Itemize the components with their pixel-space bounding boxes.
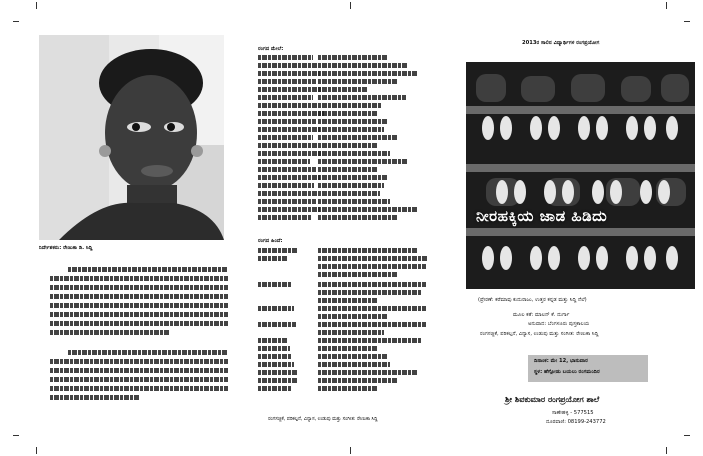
cast-roles (318, 55, 423, 225)
crop-mark (666, 2, 667, 9)
director-photo (39, 35, 224, 240)
year-title: 2013ರ ಸಾಲಿನ ವಿದ್ಯಾರ್ಥಿಗಳ ರಂಗಪ್ರಯೋಗ (522, 40, 600, 46)
credit-translation: ಅನುವಾದ: ಬೆಂಗಳೂರು ಪುಸ್ತಕಾಲಯ (528, 321, 590, 327)
middle-bottom-credit: ರಂಗಸಜ್ಜಿಕೆ, ಪರಿಕಲ್ಪನೆ, ವಿನ್ಯಾಸ, ಉಡುಪು ಮತ್ತು ಸಂಗೀತ: ರೇಣುಕಾ ಸಿದ್ದಿ (268, 417, 378, 422)
school-phone: ದೂರವಾಣಿ: 08199-243772 (546, 419, 606, 425)
crop-mark (350, 2, 351, 9)
director-caption: ನಿರ್ದೇಶಕರು: ರೇಣುಕಾ ಡಿ. ಸಿದ್ದಿ (39, 245, 93, 251)
event-date: ದಿನಾಂಕ: ಮೇ 12, ಭಾನುವಾರ (534, 358, 588, 364)
credit-design: ರಂಗಸಜ್ಜಿಕೆ, ಪರಿಕಲ್ಪನೆ, ವಿನ್ಯಾಸ, ಉಡುಪು ಮತ್ತು ಸಂಗೀತ: ರೇಣುಕಾ ಸಿದ್ದಿ (480, 331, 599, 337)
crop-mark (666, 447, 667, 454)
crew-heading: ರಂಗದ ಹಿಂದೆ: (258, 238, 283, 244)
cast-heading: ರಂಗದ ಮೇಲೆ: (258, 46, 284, 52)
event-venue: ಸ್ಥಳ: ಹೆಗ್ಗೋಡು ಬಯಲು ರಂಗಮಂದಿರ (534, 369, 600, 375)
credit-story: ಮೂಲ ಕತೆ: ಮಾಲನ್ ಕೆ. ದುರ್ಗಾ (513, 312, 570, 318)
school-address: ಸಾಣೇಹಳ್ಳಿ - 577515 (552, 410, 594, 416)
source-note: (ಪ್ರೇರಣೆ: ಕರೆಮಾವು ಕುದುರಾಜು, ಉತ್ತರ ಕನ್ನಡ ಮತ್ತು ಸಿದ್ದಿ ನೆಲೆ) (478, 297, 587, 303)
crop-mark (13, 435, 19, 436)
school-name: ಶ್ರೀ ಶಿವಕುಮಾರ ರಂಗಪ್ರಯೋಗ ಶಾಲೆ (505, 395, 600, 404)
crop-mark (350, 447, 351, 454)
crop-mark (36, 447, 37, 454)
crop-mark (36, 2, 37, 9)
crop-mark (684, 21, 690, 22)
intro-paragraph-2 (50, 348, 228, 398)
date-venue-box (528, 355, 648, 382)
play-poster (466, 62, 695, 289)
intro-paragraph-1 (50, 265, 228, 337)
crew-list (258, 248, 428, 398)
crop-mark (684, 435, 690, 436)
crop-mark (13, 21, 19, 22)
play-title: ನೀರಹಕ್ಕಿಯ ಜಾಡ ಹಿಡಿದು (476, 207, 608, 225)
